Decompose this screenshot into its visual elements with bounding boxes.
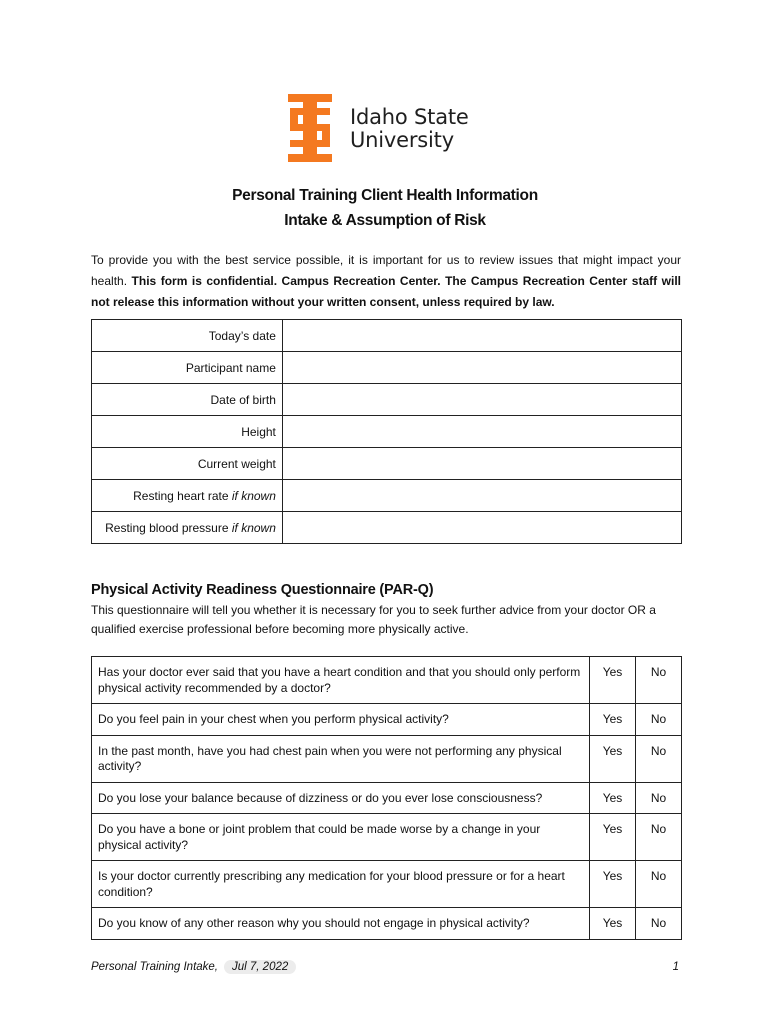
parq-question: Has your doctor ever said that you have a heart condition and that you should only perform physical activity recommended by a doctor? <box>92 657 590 704</box>
isu-logo-icon <box>288 94 332 162</box>
parq-row <box>92 908 682 940</box>
participant-name-field[interactable] <box>282 352 681 384</box>
todays-date-field[interactable] <box>282 320 681 352</box>
no-option[interactable]: No <box>636 861 682 908</box>
info-row-resting-blood-pressure <box>92 512 682 544</box>
yes-option[interactable]: Yes <box>590 782 636 814</box>
intro-text: To provide you with the best service possible, it is important for us to review issues that might impact your health. <box>91 253 681 288</box>
parq-row <box>92 657 682 704</box>
page-footer <box>91 960 296 974</box>
parq-question: Do you feel pain in your chest when you perform physical activity? <box>92 704 590 736</box>
parq-row <box>92 782 682 814</box>
parq-question: In the past month, have you had chest pain when you were not performing any physical activity? <box>92 735 590 782</box>
parq-question: Do you lose your balance because of dizziness or do you ever lose consciousness? <box>92 782 590 814</box>
page-number: 1 <box>672 961 679 973</box>
info-label: Today’s date <box>92 320 283 352</box>
info-label: Current weight <box>92 448 283 480</box>
parq-table <box>91 656 682 940</box>
yes-option[interactable]: Yes <box>590 735 636 782</box>
current-weight-field[interactable] <box>282 448 681 480</box>
info-label: Height <box>92 416 283 448</box>
no-option[interactable]: No <box>636 735 682 782</box>
info-row-resting-heart-rate <box>92 480 682 512</box>
no-option[interactable]: No <box>636 782 682 814</box>
no-option[interactable]: No <box>636 908 682 940</box>
parq-row <box>92 861 682 908</box>
university-name <box>350 106 469 152</box>
info-row-height <box>92 416 682 448</box>
university-name-line1: Idaho State <box>350 105 469 129</box>
yes-option[interactable]: Yes <box>590 814 636 861</box>
resting-blood-pressure-field[interactable] <box>282 512 681 544</box>
no-option[interactable]: No <box>636 657 682 704</box>
parq-question: Is your doctor currently prescribing any medication for your blood pressure or for a heart condition? <box>92 861 590 908</box>
parq-question: Do you know of any other reason why you should not engage in physical activity? <box>92 908 590 940</box>
info-row-current-weight <box>92 448 682 480</box>
parq-row <box>92 704 682 736</box>
parq-row <box>92 814 682 861</box>
yes-option[interactable]: Yes <box>590 861 636 908</box>
intro-paragraph <box>91 250 681 313</box>
university-name-line2: University <box>350 128 454 152</box>
info-label: Resting heart rate if known <box>92 480 283 512</box>
parq-title: Physical Activity Readiness Questionnaire (PAR-Q) <box>91 582 434 598</box>
date-of-birth-field[interactable] <box>282 384 681 416</box>
footer-date-chip[interactable]: Jul 7, 2022 <box>224 960 296 974</box>
page-title-line2: Intake & Assumption of Risk <box>284 212 486 229</box>
yes-option[interactable]: Yes <box>590 704 636 736</box>
client-info-table <box>91 319 682 544</box>
yes-option[interactable]: Yes <box>590 908 636 940</box>
no-option[interactable]: No <box>636 704 682 736</box>
info-row-date-of-birth <box>92 384 682 416</box>
yes-option[interactable]: Yes <box>590 657 636 704</box>
no-option[interactable]: No <box>636 814 682 861</box>
info-row-todays-date <box>92 320 682 352</box>
isu-logo <box>288 94 488 164</box>
footer-doc-name: Personal Training Intake, <box>91 961 218 973</box>
page-title-line1: Personal Training Client Health Information <box>232 187 538 204</box>
info-label: Date of birth <box>92 384 283 416</box>
parq-description: This questionnaire will tell you whether it is necessary for you to seek further advice from your doctor OR a qualified exercise professional before becoming more physically active. <box>91 603 656 636</box>
parq-question: Do you have a bone or joint problem that could be made worse by a change in your physical activity? <box>92 814 590 861</box>
resting-heart-rate-field[interactable] <box>282 480 681 512</box>
info-row-participant-name <box>92 352 682 384</box>
info-label: Participant name <box>92 352 283 384</box>
info-label: Resting blood pressure if known <box>92 512 283 544</box>
intro-bold-text: This form is confidential. Campus Recreation Center. The Campus Recreation Center staff will not release this information without your written consent, unless required by law. <box>91 274 681 309</box>
parq-row <box>92 735 682 782</box>
height-field[interactable] <box>282 416 681 448</box>
